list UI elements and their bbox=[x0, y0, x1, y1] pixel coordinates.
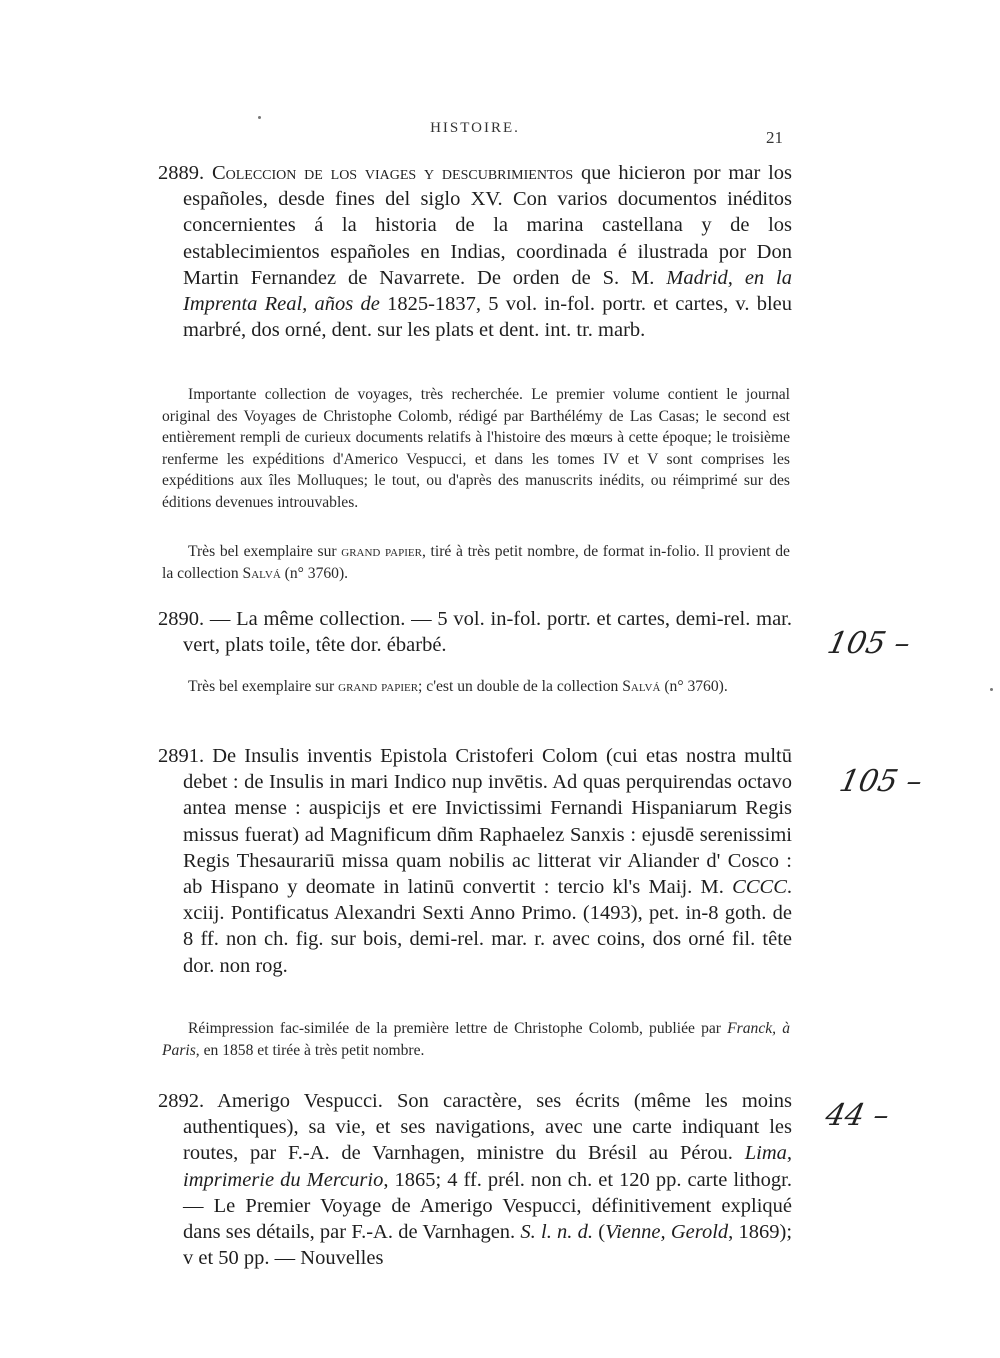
entry-2889-note-1: Importante collection de voyages, très recherchée. Le premier volume contient le journal original des Voyages de Christophe Colomb, rédigé par Barthélémy de Las Casas; le second est entièrement rempli de curieux documents relatifs à l'histoire des mœurs à cette époque; le troisième renferme les expéditions d'Americo Vespucci, et dans les tomes IV et V sont comprises les expéditions aux îles Molluques; le tout, ou d'après des manuscrits inédits, ou réimprimé sur des éditions devenues introuvables. bbox=[162, 386, 790, 511]
entry-text: S. l. n. d. bbox=[520, 1221, 594, 1244]
note-text: , en 1858 et tirée à très petit nombre. bbox=[195, 1041, 425, 1059]
entry-text: , 1869); v et 50 pp. — Nouvelles bbox=[183, 1221, 793, 1270]
entry-text: — La même collection. — 5 vol. in-fol. portr. et cartes, demi-rel. mar. vert, plats toile, tête dor. ébarbé. bbox=[183, 608, 792, 657]
entry-2890-note bbox=[162, 676, 790, 698]
entry-number: 2889. bbox=[158, 162, 205, 184]
running-title: HISTOIRE. bbox=[430, 120, 520, 136]
entry-2889-note-2 bbox=[162, 541, 790, 584]
entry-number: 2890. bbox=[158, 608, 205, 630]
entry-text: Vienne, Gerold bbox=[605, 1221, 729, 1244]
note-text: Salvá bbox=[242, 564, 281, 582]
note-text: Très bel exemplaire sur bbox=[188, 543, 342, 560]
entry-text: que hicieron por mar los españoles, desde fines del siglo XV. Con varios documentos inéditos concernientes á la historia de la marina castellana y de los establecimientos españoles en Indias, coordinada é ilustrada por Don Martin Fernandez de Navarrete. De orden de S. M. bbox=[183, 162, 793, 289]
entry-text: Lima, imprimerie du Mercurio bbox=[183, 1142, 792, 1191]
entry-text: ( bbox=[593, 1221, 606, 1244]
entry-text: Amerigo Vespucci. Son caractère, ses écrits (même les moins authentiques), sa vie, et ses navigations, avec une carte indiquant les routes, par F.-A. de Varnhagen, ministre du Brésil au Pérou. bbox=[183, 1090, 792, 1165]
paper-speck bbox=[258, 116, 261, 119]
note-text: , tiré à très petit nombre, de format in-folio. Il provient de la collection bbox=[162, 543, 790, 582]
note-text: ; c'est un double de la collection bbox=[418, 678, 623, 695]
entry-text: , 1865; 4 ff. prél. non ch. et 120 pp. carte lithogr. — Le Premier Voyage de Amerigo Vespucci, définitivement expliqué dans ses détails, par F.-A. de Varnhagen. bbox=[183, 1168, 792, 1244]
entry-2892 bbox=[158, 1088, 792, 1271]
entry-number: 2892. bbox=[158, 1090, 205, 1112]
entry-number: 2891. bbox=[158, 745, 205, 767]
entry-text: CCCC bbox=[732, 876, 787, 899]
note-text: grand papier bbox=[338, 678, 419, 695]
note-text: Salvá bbox=[622, 678, 661, 695]
entry-2891 bbox=[158, 743, 792, 979]
entry-2889 bbox=[158, 160, 792, 343]
note-text: (n° 3760). bbox=[280, 564, 349, 582]
entry-text: . xciij. Pontificatus Alexandri Sexti Anno Primo. (1493), pet. in-8 goth. de 8 ff. non ch. fig. sur bois, demi-rel. mar. r. avec coins, dos orné fil. tête dor. non rog. bbox=[183, 876, 792, 977]
page-number: 21 bbox=[766, 128, 783, 147]
paper-speck bbox=[990, 688, 993, 691]
note-text: Réimpression fac-similée de la première lettre de Christophe Colomb, publiée par bbox=[188, 1020, 728, 1037]
entry-title: Coleccion de los viages y descubrimientos bbox=[211, 162, 574, 184]
entry-2891-note bbox=[162, 1018, 790, 1061]
handwritten-price-2891: 105 – bbox=[836, 764, 926, 799]
entry-text: 1825-1837, 5 vol. in-fol. portr. et cartes, v. bleu marbré, dos orné, dent. sur les plats et dent. int. tr. marb. bbox=[183, 293, 792, 342]
note-text: grand papier bbox=[341, 543, 422, 560]
handwritten-price-2890: 105 – bbox=[824, 626, 914, 661]
handwritten-price-2892: 44 – bbox=[822, 1098, 893, 1133]
note-text: Très bel exemplaire sur bbox=[188, 678, 339, 695]
entry-imprint: Madrid, en la Imprenta Real, años de bbox=[183, 266, 793, 316]
entry-text: De Insulis inventis Epistola Cristoferi Colom (cui etas nostra multū debet : de Insulis in mari Indico nup invētis. Ad quas perquirendas octavo antea mense : auspicijs et ere Invictissimi Fernandi Hispaniarum Regis missus fuerat) ad Magnificum dñm Raphaelez Sanxis : ejusdē serenissimi Regis Thesaurariū missa quam nobilis ac litterat vir Aliander d' Cosco : ab Hispano y deomate in latinū convertit : tercio kl's Maij. M. bbox=[183, 745, 792, 899]
entry-2890 bbox=[158, 606, 792, 658]
note-text: (n° 3760). bbox=[660, 678, 728, 695]
note-text: Franck, à Paris bbox=[162, 1020, 791, 1059]
